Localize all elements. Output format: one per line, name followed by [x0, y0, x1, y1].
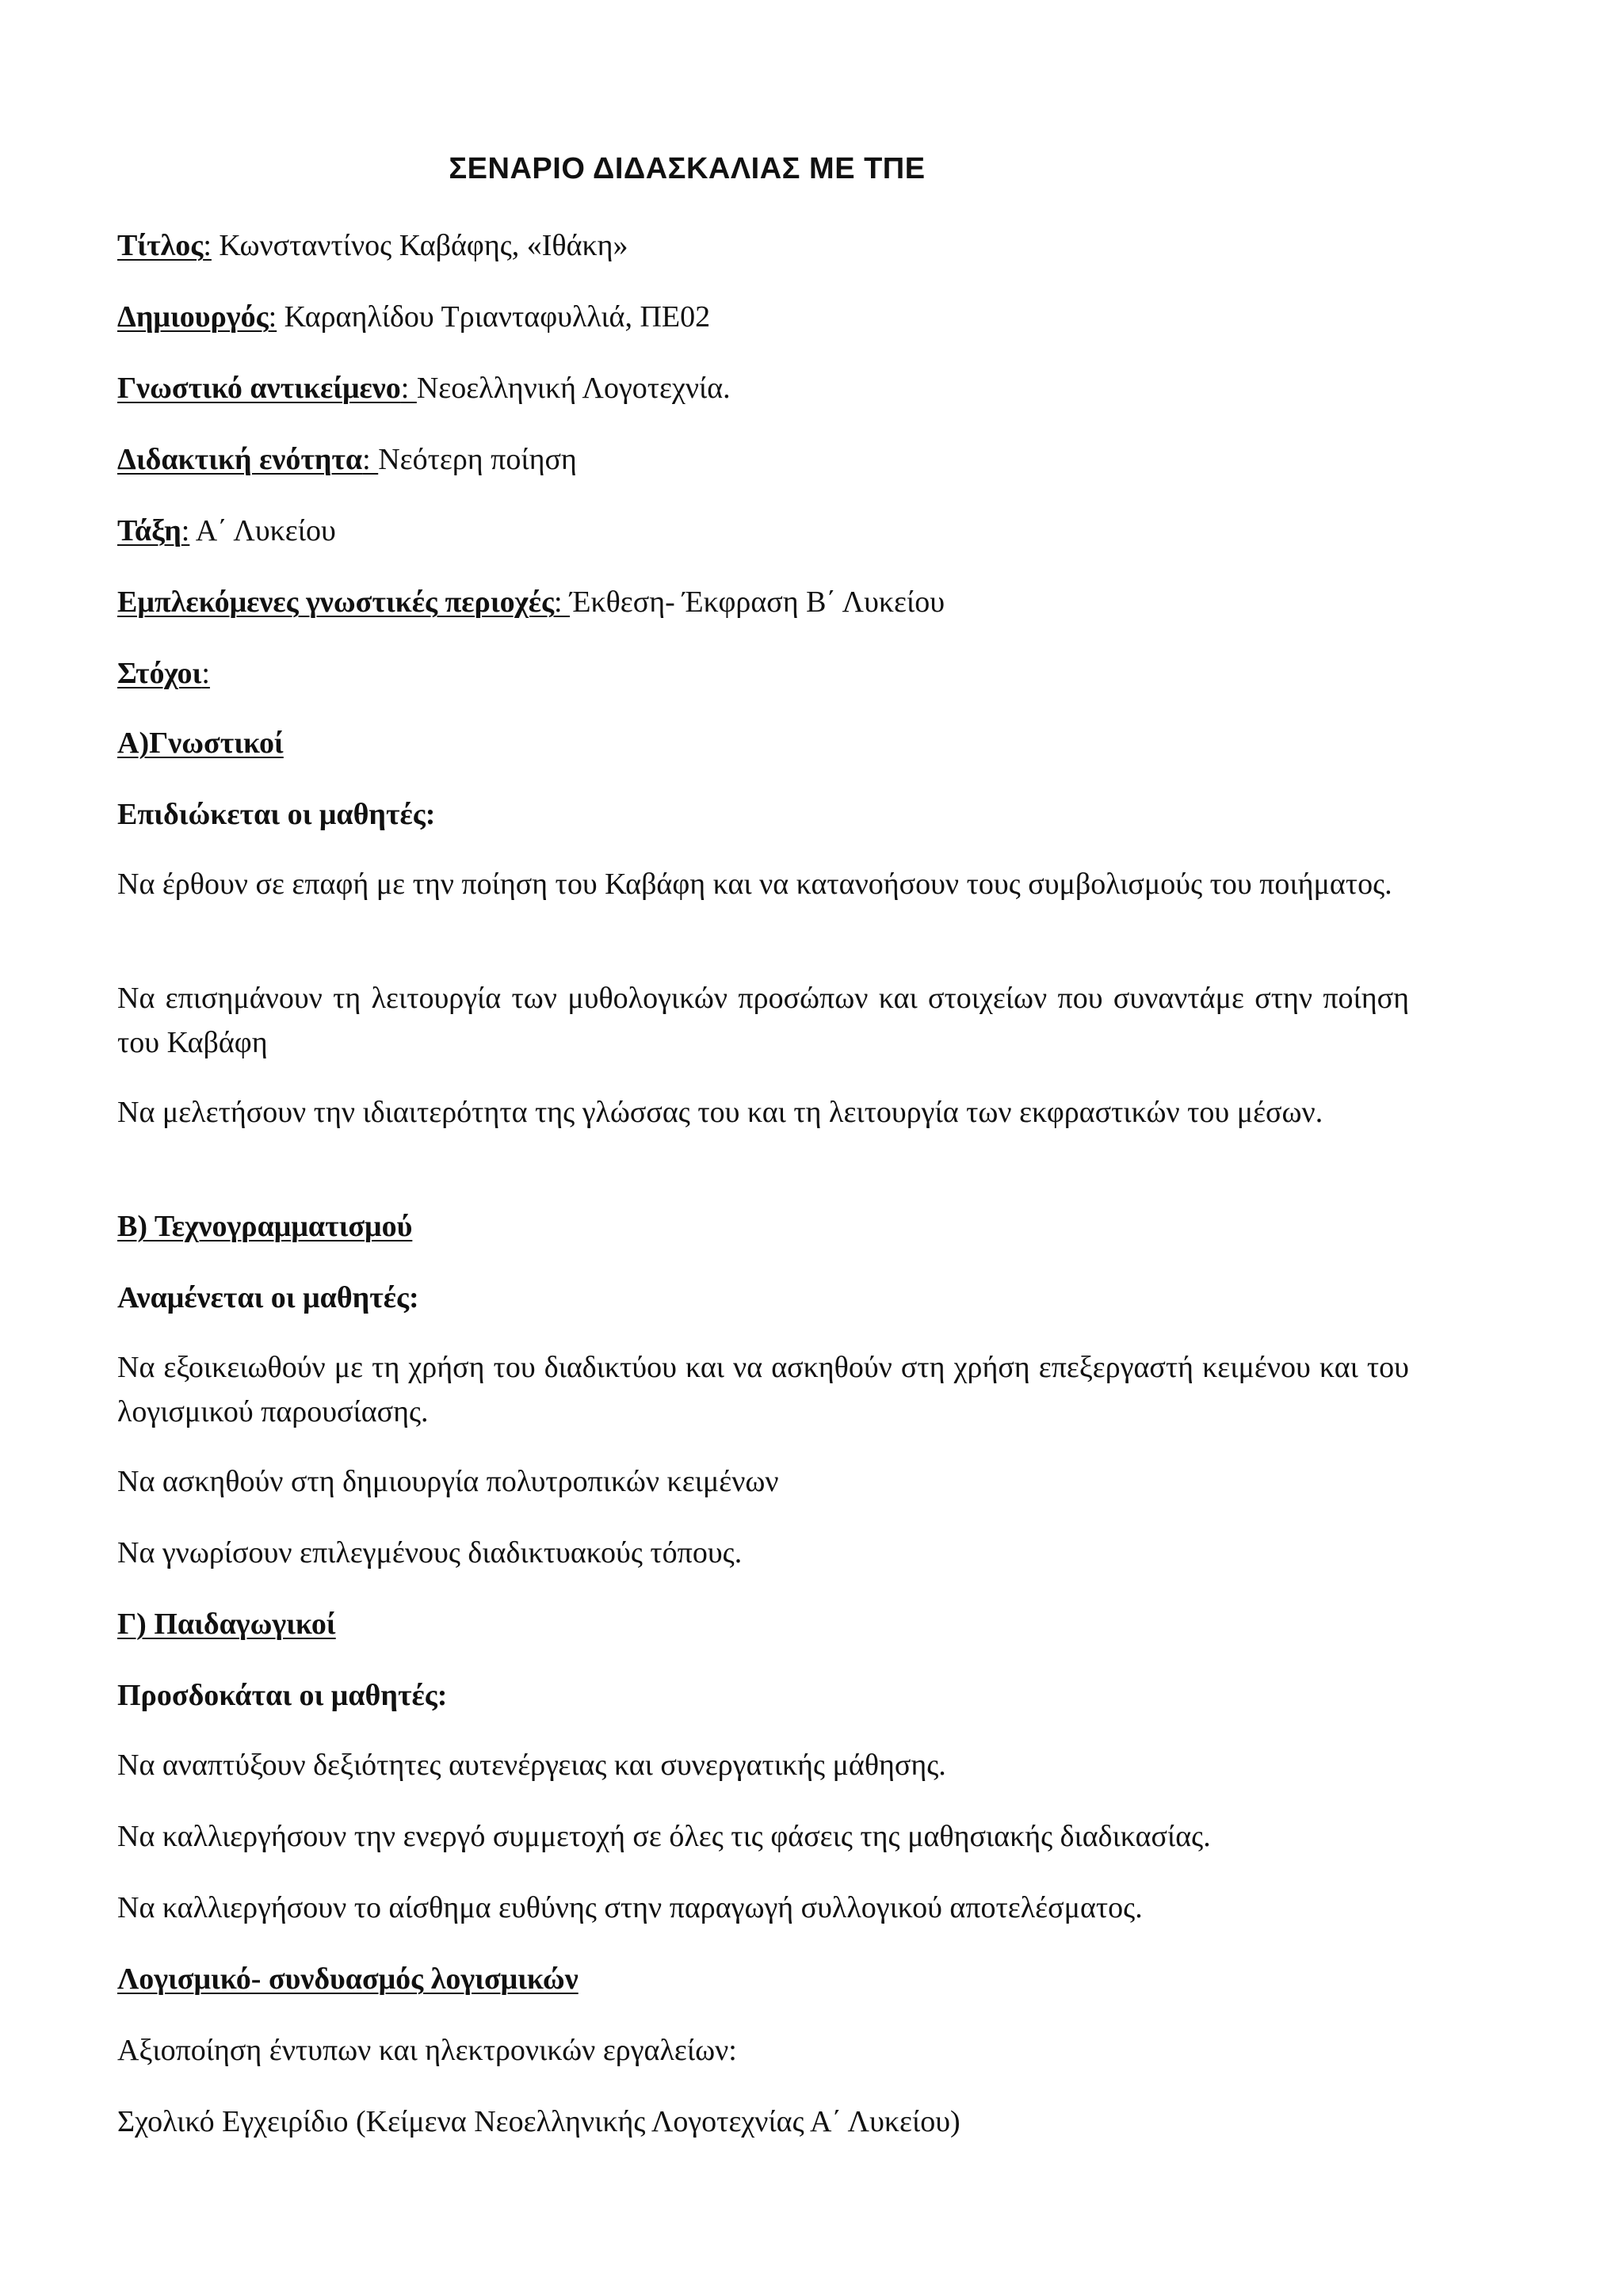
- meta-colon: :: [400, 372, 417, 405]
- goal-item: Να έρθουν σε επαφή με την ποίηση του Καβάφη και να κατανοήσουν τους συμβολισμούς του ποιήματος.: [117, 868, 1392, 901]
- meta-value: Κωνσταντίνος Καβάφης, «Ιθάκη»: [211, 229, 628, 262]
- section-intro: Προσδοκάται οι μαθητές:: [117, 1679, 448, 1712]
- goal-item: Να επισημάνουν τη λειτουργία των μυθολογικών προσώπων και στοιχείων που συναντάμε στην ποίηση του Καβάφη: [117, 982, 1409, 1059]
- section-heading-pedagogical: Γ) Παιδαγωγικοί: [117, 1608, 336, 1641]
- meta-colon: :: [362, 443, 379, 476]
- meta-value: Νεοελληνική Λογοτεχνία.: [416, 372, 731, 405]
- meta-label: Γνωστικό αντικείμενο: [117, 372, 401, 405]
- section-intro: Αναμένεται οι μαθητές:: [117, 1281, 419, 1314]
- meta-colon: :: [181, 514, 190, 547]
- meta-colon: :: [554, 585, 571, 619]
- software-heading: Λογισμικό- συνδυασμός λογισμικών: [117, 1962, 579, 1996]
- meta-value: Έκθεση- Έκφραση Β΄ Λυκείου: [570, 585, 945, 619]
- meta-label: Στόχοι: [117, 657, 202, 690]
- goal-item: Να αναπτύξουν δεξιότητες αυτενέργειας και συνεργατικής μάθησης.: [117, 1749, 946, 1782]
- meta-label: Τάξη: [117, 514, 181, 547]
- meta-goals: [117, 651, 210, 696]
- meta-class: [117, 509, 336, 553]
- meta-title: [117, 223, 628, 268]
- goal-item: Να καλλιεργήσουν το αίσθημα ευθύνης στην παραγωγή συλλογικού αποτελέσματος.: [117, 1891, 1143, 1924]
- section-heading-techliteracy: Β) Τεχνογραμματισμού: [117, 1210, 413, 1243]
- meta-colon: :: [203, 229, 212, 262]
- section-intro: Επιδιώκεται οι μαθητές:: [117, 798, 436, 831]
- meta-colon: :: [201, 657, 210, 690]
- meta-label: Δημιουργός: [117, 300, 269, 334]
- meta-label: Εμπλεκόμενες γνωστικές περιοχές: [117, 585, 555, 619]
- meta-author: [117, 295, 710, 339]
- meta-label: Τίτλος: [117, 229, 204, 262]
- goal-item: Να μελετήσουν την ιδιαιτερότητα της γλώσσας του και τη λειτουργία των εκφραστικών του μέσων.: [117, 1096, 1323, 1129]
- goal-item: Να εξοικειωθούν με τη χρήση του διαδικτύου και να ασκηθούν στη χρήση επεξεργαστή κειμένου και του λογισμικού παρουσίασης.: [117, 1351, 1409, 1428]
- meta-unit: [117, 437, 577, 482]
- meta-value: Νεότερη ποίηση: [378, 443, 577, 476]
- meta-subject: [117, 366, 731, 410]
- software-line: Σχολικό Εγχειρίδιο (Κείμενα Νεοελληνικής Λογοτεχνίας Α΄ Λυκείου): [117, 2105, 960, 2138]
- software-line: Αξιοποίηση έντυπων και ηλεκτρονικών εργαλείων:: [117, 2034, 737, 2067]
- goal-item: Να ασκηθούν στη δημιουργία πολυτροπικών κειμένων: [117, 1465, 779, 1498]
- meta-value: Α΄ Λυκείου: [189, 514, 336, 547]
- goal-item: Να καλλιεργήσουν την ενεργό συμμετοχή σε όλες τις φάσεις της μαθησιακής διαδικασίας.: [117, 1820, 1211, 1853]
- section-heading-cognitive: Α)Γνωστικοί: [117, 727, 284, 760]
- meta-label: Διδακτική ενότητα: [117, 443, 363, 476]
- document-title: ΣΕΝΑΡΙΟ ΔΙΔΑΣΚΑΛΙΑΣ ΜΕ ΤΠΕ: [449, 152, 926, 185]
- meta-value: Καραηλίδου Τριανταφυλλιά, ΠΕ02: [277, 300, 711, 334]
- goal-item: Να γνωρίσουν επιλεγμένους διαδικτυακούς τόπους.: [117, 1536, 743, 1569]
- meta-colon: :: [268, 300, 277, 334]
- meta-related-areas: [117, 580, 945, 624]
